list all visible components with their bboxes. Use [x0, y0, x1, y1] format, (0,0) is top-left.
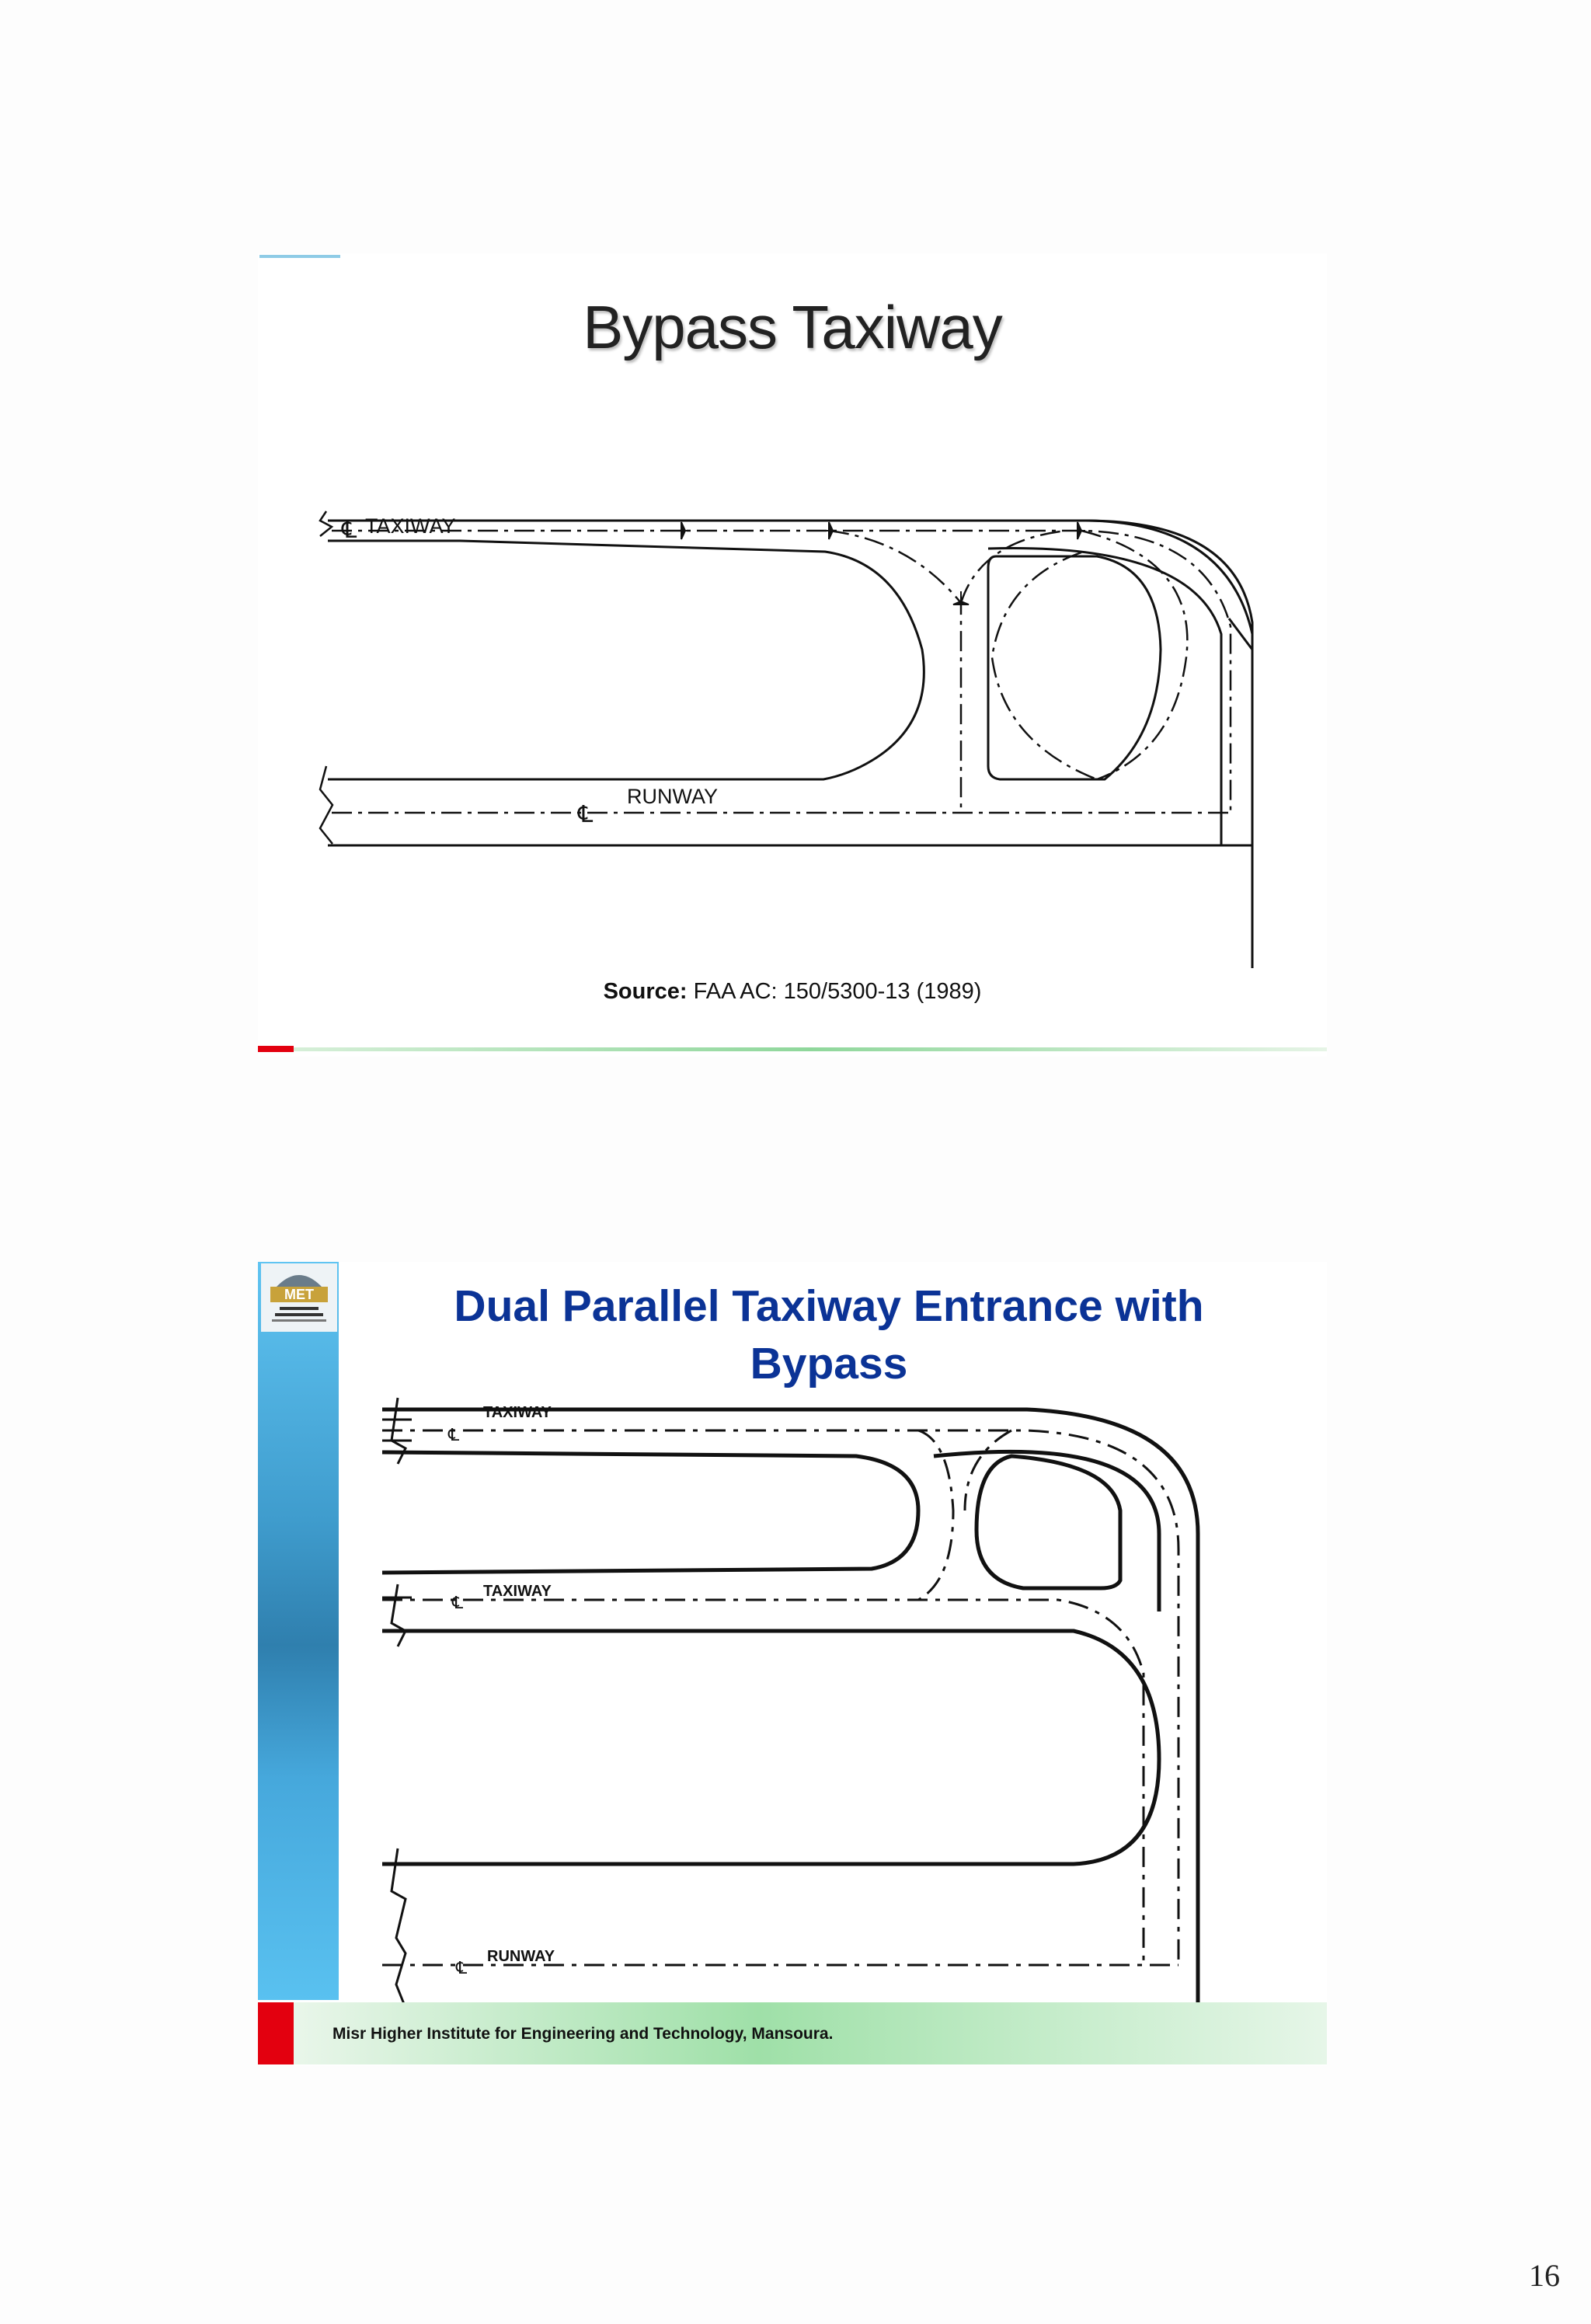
- source-text: FAA AC: 150/5300-13 (1989): [693, 979, 982, 1004]
- taxiway-top-label: TAXIWAY: [483, 1404, 552, 1421]
- logo-text: MET: [284, 1287, 314, 1302]
- aircraft-icon: [1070, 522, 1085, 539]
- runway-cl: ℄: [456, 1958, 468, 1977]
- slide1-corner-bar: [259, 255, 340, 258]
- taxiway-outer-edge: [328, 521, 1252, 968]
- runway-cl-symbol: ℄: [578, 802, 594, 828]
- slide2-footer-text: Misr Higher Institute for Engineering and Technology, Mansoura.: [332, 2025, 834, 2043]
- slide1-source: [258, 979, 1327, 1005]
- bypass-island: [977, 1456, 1120, 1588]
- slide2-footer-red: [258, 2002, 294, 2064]
- slide1-accent-line: [294, 1047, 1327, 1051]
- aircraft-icon: [821, 522, 837, 539]
- page-number: 16: [1529, 2258, 1560, 2293]
- taxiway-inner-edge: [328, 541, 924, 779]
- mid-taxiway-inner: [382, 1631, 1159, 1864]
- taxiway-centerline: [332, 531, 1231, 813]
- dual-taxiway-diagram: [374, 1394, 1283, 2016]
- slide-bypass-taxiway: [258, 253, 1327, 1057]
- break-mark-mid: [382, 1584, 412, 1646]
- taxiway-mid-label: TAXIWAY: [483, 1583, 552, 1600]
- break-mark-bottom: [392, 1848, 406, 2008]
- slide2-title-line1: Dual Parallel Taxiway Entrance with: [454, 1281, 1204, 1331]
- top-taxiway-inner: [382, 1452, 918, 1573]
- break-mark-top: [320, 511, 332, 536]
- break-mark-left: [320, 766, 332, 844]
- slide-dual-parallel-taxiway: [258, 1262, 1327, 2065]
- institute-logo: [261, 1263, 337, 1332]
- taxiway-cl-symbol: ℄: [342, 517, 357, 543]
- aircraft-icon: [674, 522, 689, 539]
- island-dashed-loop: [1081, 531, 1187, 779]
- top-taxiway-outer: [382, 1409, 1198, 2012]
- taxiway-mid-cl: ℄: [452, 1593, 464, 1612]
- slide2-title-line2: Bypass: [750, 1339, 908, 1388]
- bypass-island: [988, 556, 1161, 779]
- runway-bottom-edge: [328, 845, 1252, 968]
- slide1-title: Bypass Taxiway: [583, 293, 1002, 361]
- taxiway-right-inner: [988, 548, 1221, 845]
- source-label: Source:: [603, 979, 688, 1004]
- taxiway-label: TAXIWAY: [365, 514, 456, 538]
- aircraft-icon: [953, 591, 969, 615]
- diagram-mask: [1206, 1386, 1221, 1394]
- slide2-title: [374, 1277, 1283, 1392]
- island-dashed-inner: [992, 552, 1097, 779]
- mid-taxiway-centerline: [382, 1600, 1144, 1965]
- taxiway-top-cl: ℄: [448, 1425, 460, 1444]
- runway-label: RUNWAY: [627, 785, 718, 808]
- bypass-taxiway-diagram: [258, 424, 1327, 968]
- slide2-sidebar: [258, 1262, 339, 2000]
- bypass-centerline-1: [829, 531, 961, 813]
- slide1-accent-red: [258, 1046, 294, 1052]
- bypass-centerline-2: [961, 531, 1066, 603]
- top-taxiway-centerline: [382, 1430, 1178, 1965]
- runway-label: RUNWAY: [487, 1948, 555, 1965]
